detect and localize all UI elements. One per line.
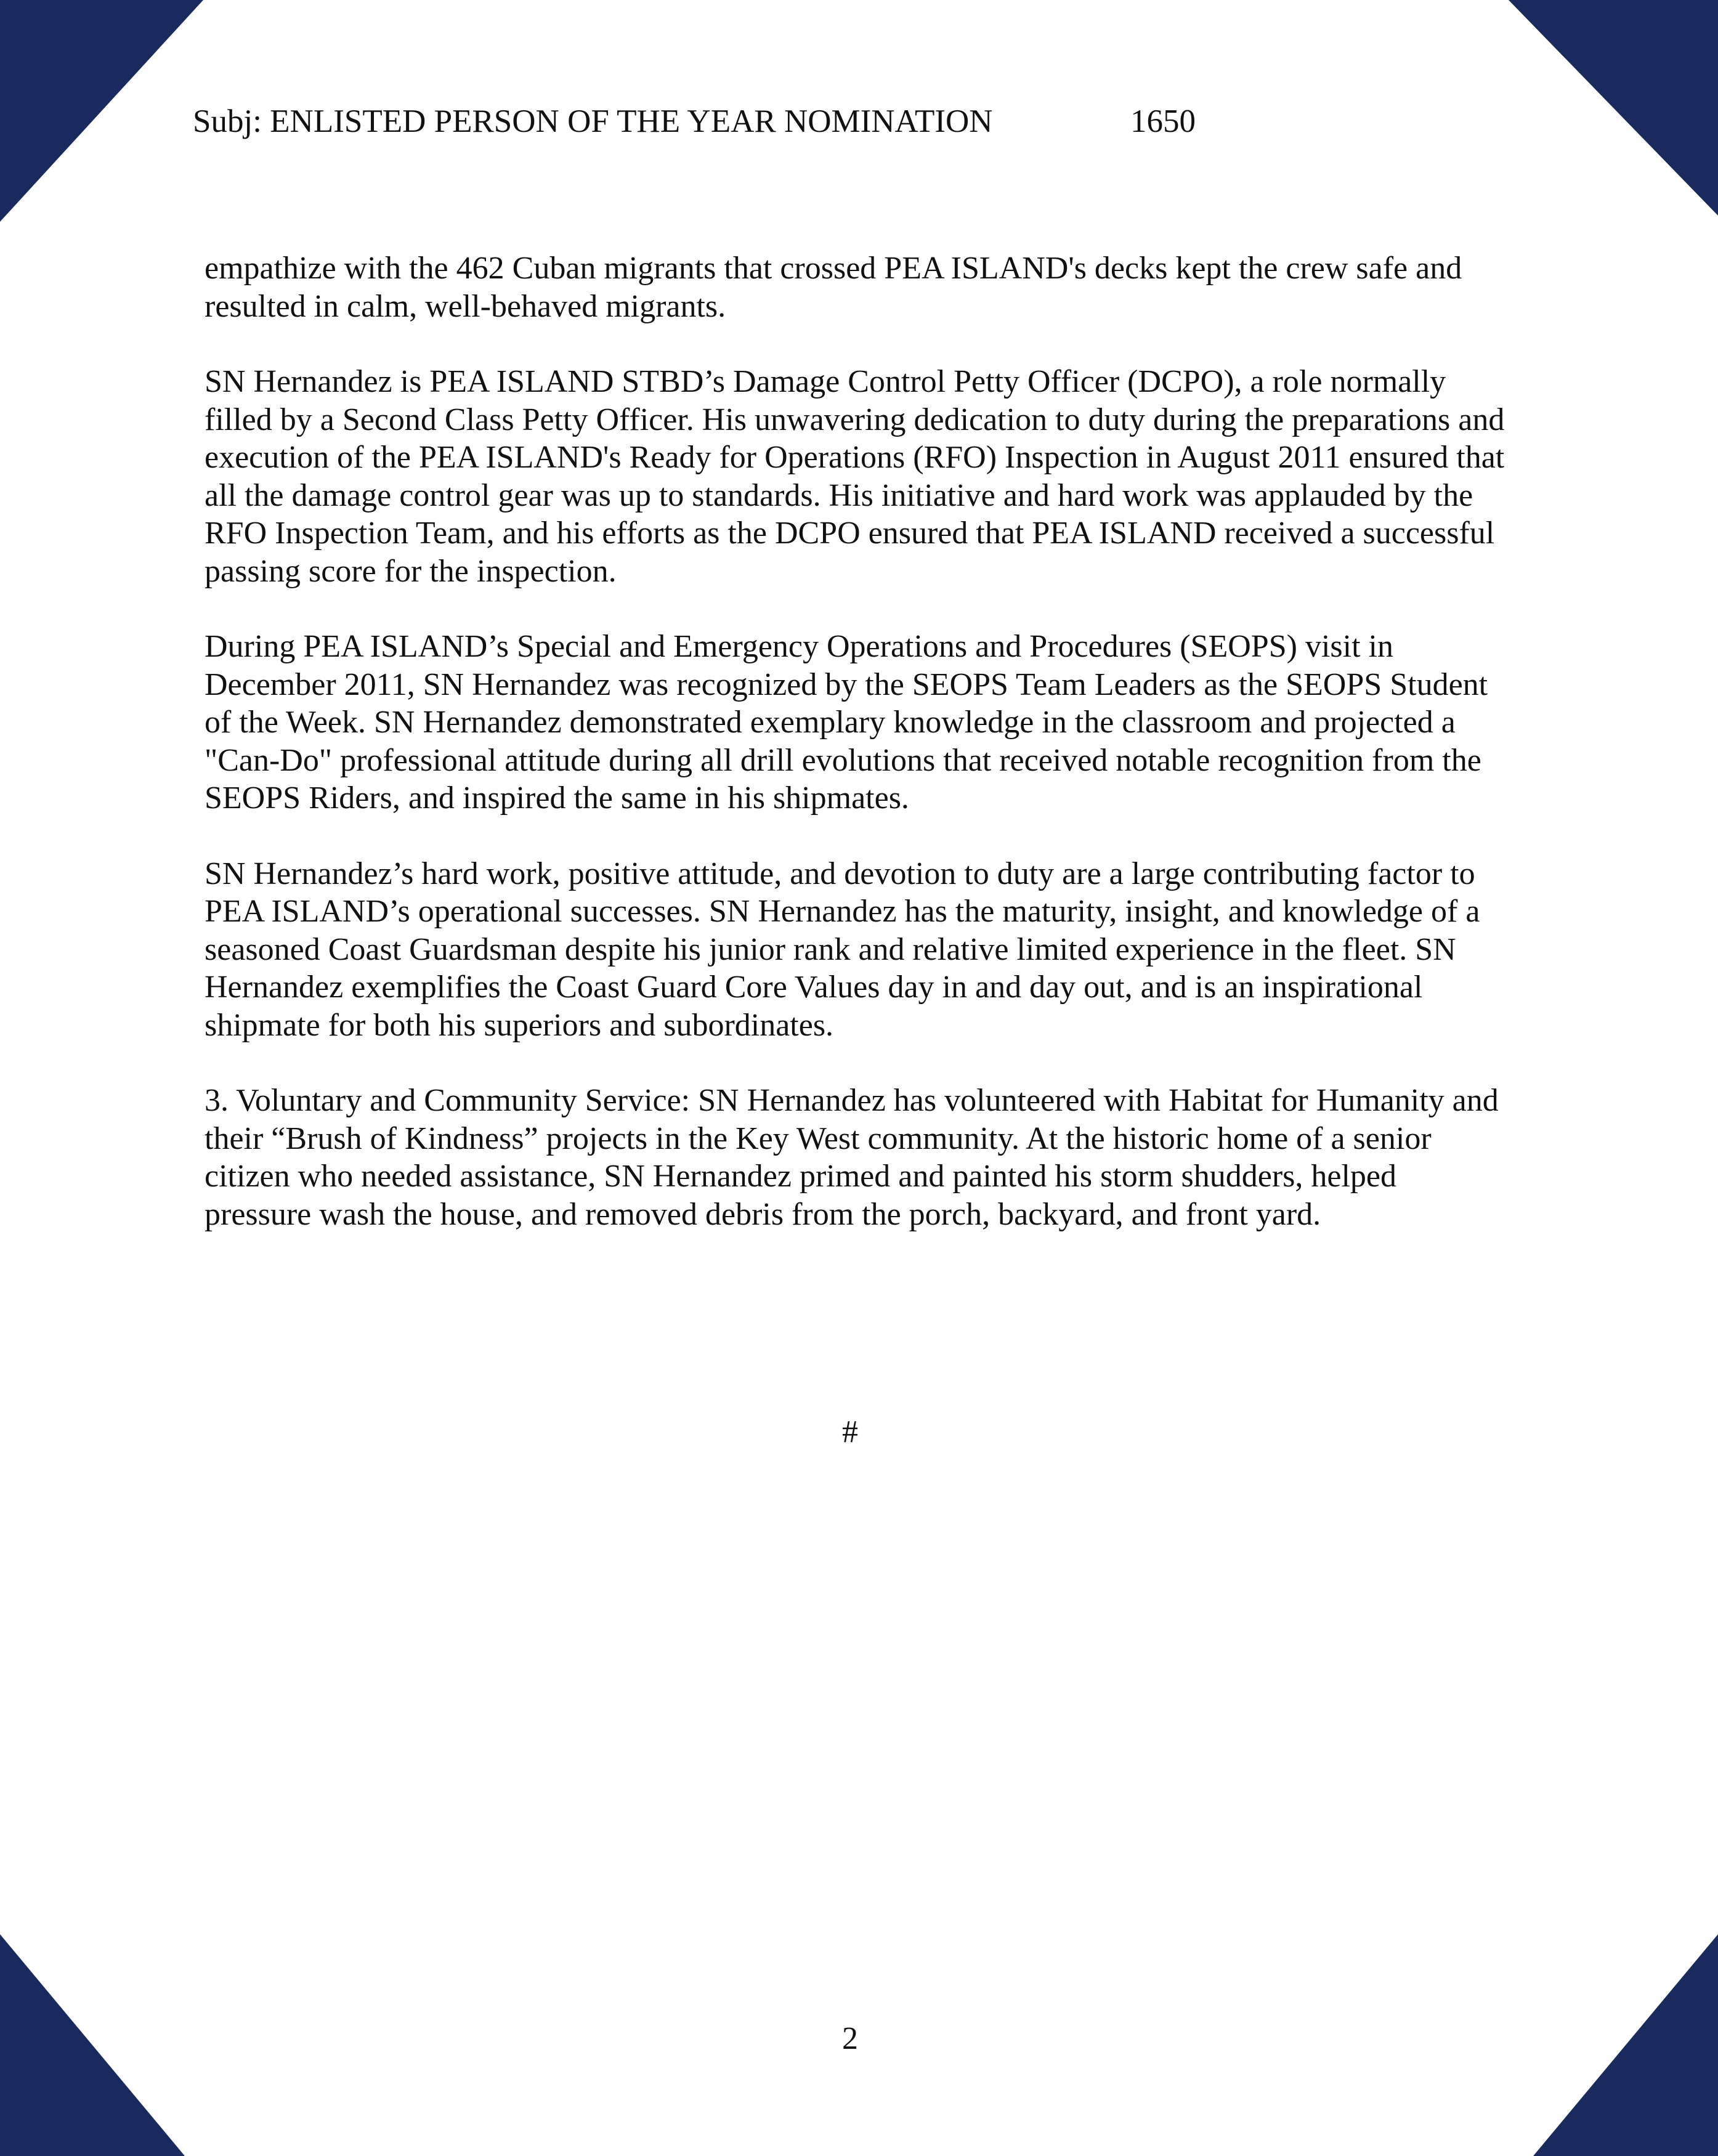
end-of-document-mark: # xyxy=(842,1414,858,1449)
folder-corner-top-left xyxy=(0,0,203,222)
paragraph-seops: During PEA ISLAND’s Special and Emergency Operations and Procedures (SEOPS) visit in December 2011, SN Hernandez was recognized by the SEOPS Team Leaders as the SEOPS Student of the Week. SN Hernandez demonstrated exemplary knowledge in the classroom and projected a "Can-Do" professional attitude during all drill evolutions that received notable recognition from the SEOPS Riders, and inspired the same in his shipmates. xyxy=(205,629,1488,816)
folder-corner-top-right xyxy=(1509,0,1718,216)
folder-corner-bottom-right xyxy=(1533,1934,1718,2156)
paragraph-community-service: 3. Voluntary and Community Service: SN Hernandez has volunteered with Habitat for Humanity and their “Brush of Kindness” projects in the Key West community. At the historic home of a senior citizen who needed assistance, SN Hernandez primed and painted his storm shudders, helped pressure wash the house, and removed debris from the porch, backyard, and front yard. xyxy=(205,1083,1499,1232)
page-number: 2 xyxy=(842,2021,858,2056)
paragraph-dcpo: SN Hernandez is PEA ISLAND STBD’s Damage Control Petty Officer (DCPO), a role normally filled by a Second Class Petty Officer. His unwavering dedication to duty during the preparations and execution of the PEA ISLAND's Ready for Operations (RFO) Inspection in August 2011 ensured that all the damage control gear was up to standards. His initiative and hard work was applauded by the RFO Inspection Team, and his efforts as the DCPO ensured that PEA ISLAND received a successful passing score for the inspection. xyxy=(205,364,1505,589)
document-body xyxy=(205,249,1510,1271)
paragraph-migrants: empathize with the 462 Cuban migrants that crossed PEA ISLAND's decks kept the crew safe and resulted in calm, well-behaved migrants. xyxy=(205,251,1462,324)
folder-corner-bottom-left xyxy=(0,1934,185,2156)
paragraph-summary: SN Hernandez’s hard work, positive attitude, and devotion to duty are a large contributing factor to PEA ISLAND’s operational successes. SN Hernandez has the maturity, insight, and knowledge of a seasoned Coast Guardsman despite his junior rank and relative limited experience in the fleet. SN Hernandez exemplifies the Coast Guard Core Values day in and day out, and is an inspirational shipmate for both his superiors and subordinates. xyxy=(205,856,1480,1043)
document-code: 1650 xyxy=(1130,103,1196,139)
subject-line: Subj: ENLISTED PERSON OF THE YEAR NOMINATION xyxy=(193,103,993,139)
subject-header xyxy=(193,100,1240,143)
